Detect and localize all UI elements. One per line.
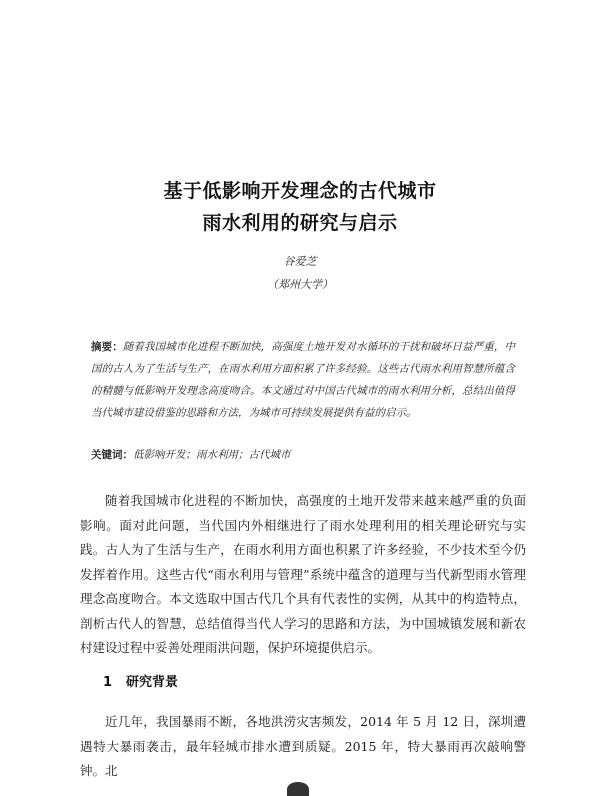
paper-title-line-1: 基于低影响开发理念的古代城市 — [163, 180, 437, 202]
section-number: 1 — [103, 675, 113, 690]
section-title: 研究背景 — [126, 675, 179, 690]
intro-paragraph: 随着我国城市化进程的不断加快，高强度的土地开发带来越来越严重的负面影响。面对此问题，当代国内外相继进行了雨水处理利用的相关理论研究与实践。古人为了生活与生产，在雨水利用方面也积累了许多经验，不少技术至今仍发挥着作用。这些古代“雨水利用与管理”系统中蕴含的道理与当代新型雨水管理理念高度吻合。本文选取中国古代几个具有代表性的实例，从其中的构造特点，剖析古代人的智慧，总结值得当代人学习的思路和方法，为中国城镇发展和新农村建设过程中妥善处理雨洪问题，保护环境提供启示。 — [80, 493, 526, 655]
author-affiliation: （郑州大学） — [267, 278, 333, 291]
section-paragraph: 近几年，我国暴雨不断，各地洪涝灾害频发，2014 年 5 月 12 日，深圳遭遇特大暴雨袭击，最年轻城市排水遭到质疑。2015 年，特大暴雨再次敲响警钟。北 — [80, 714, 526, 778]
paper-title-line-2: 雨水利用的研究与启示 — [202, 212, 398, 234]
author-name: 谷爱芝 — [283, 255, 317, 268]
section-heading — [103, 671, 178, 690]
abstract-label: 摘要： — [91, 341, 123, 353]
page-number-mark — [287, 782, 309, 796]
keywords-label: 关键词： — [91, 449, 133, 461]
keywords-text: 低影响开发；雨水利用；古代城市 — [133, 449, 291, 461]
abstract-block — [91, 336, 515, 424]
keywords-block — [91, 447, 515, 462]
abstract-text: 随着我国城市化进程不断加快，高强度土地开发对水循环的干扰和破坏日益严重，中国的古人为了生活与生产，在雨水利用方面积累了许多经验。这些古代雨水利用智慧所蕴含的精髓与低影响开发理念高度吻合。本文通过对中国古代城市的雨水利用分析，总结出值得当代城市建设借鉴的思路和方法，为城市可持续发展提供有益的启示。 — [91, 341, 516, 419]
